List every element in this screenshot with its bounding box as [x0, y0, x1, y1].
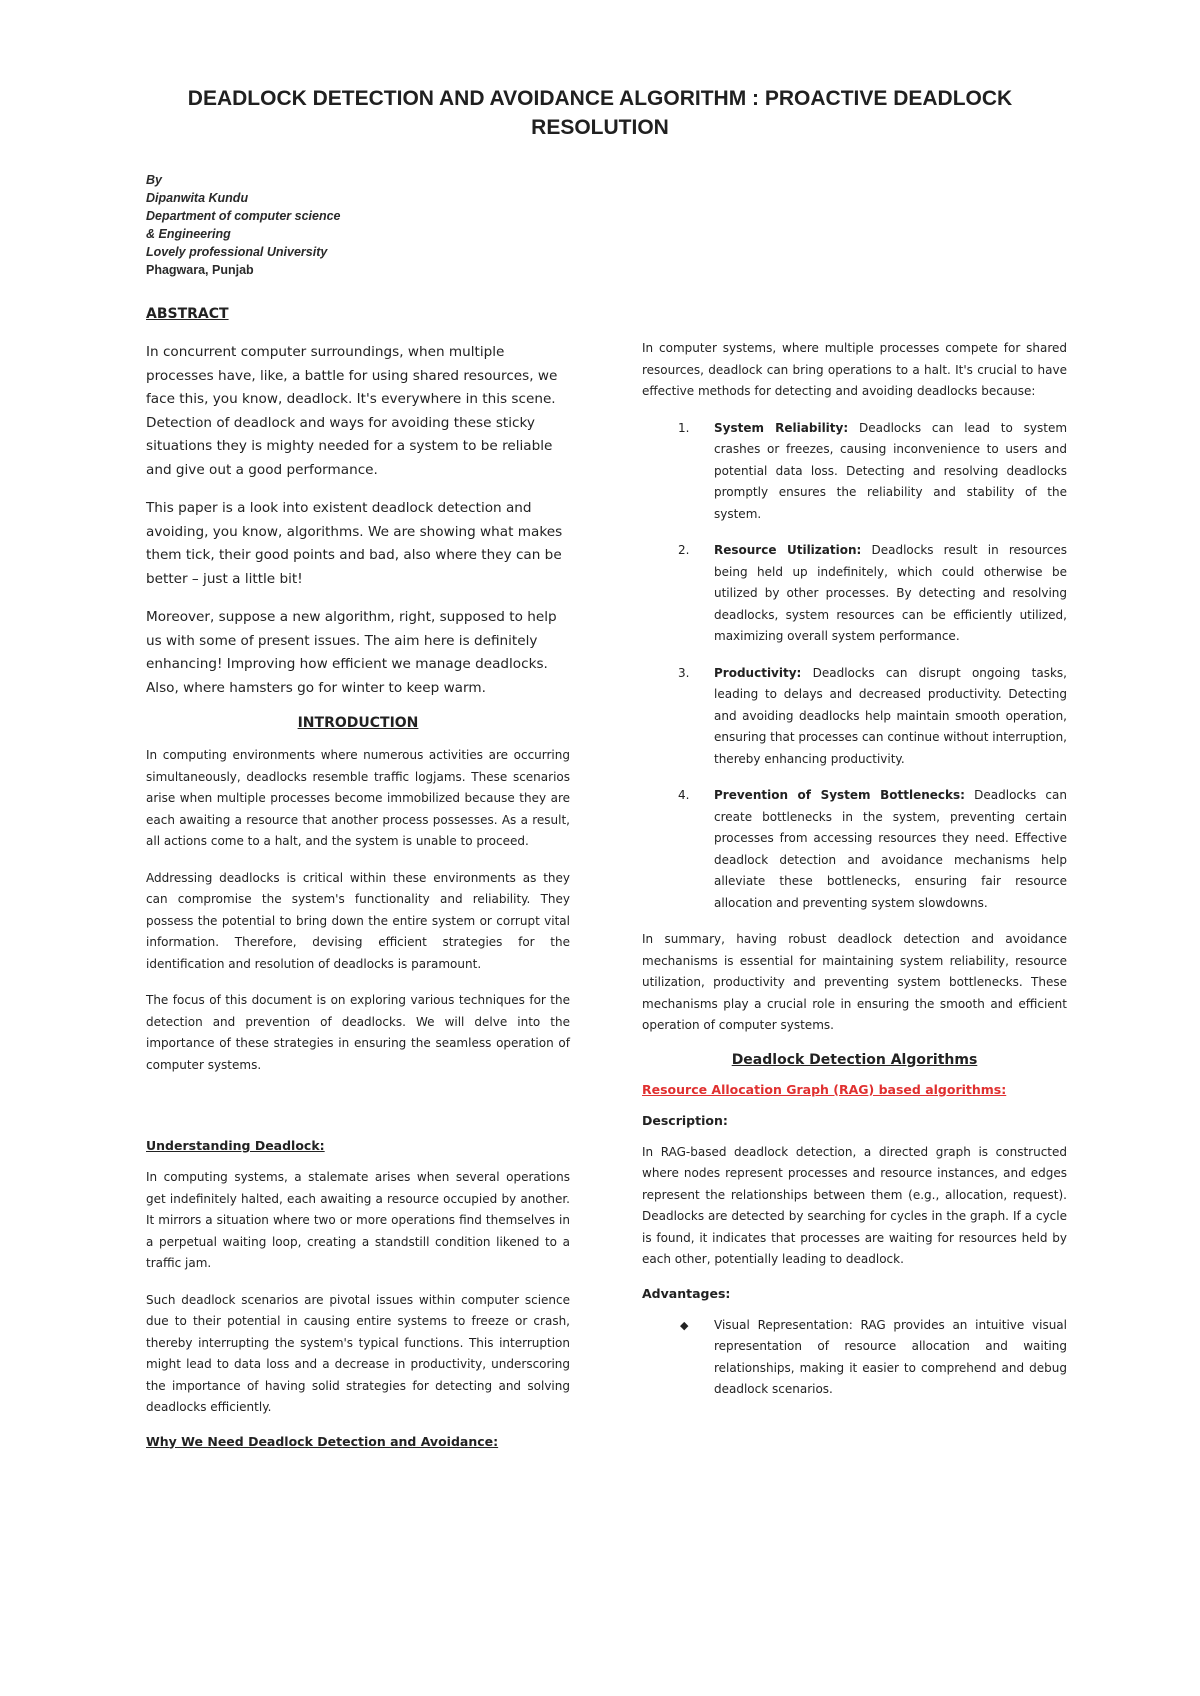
rag-heading: Resource Allocation Graph (RAG) based algorithms:	[642, 1081, 1007, 1097]
understanding-heading: Understanding Deadlock:	[146, 1138, 325, 1153]
list-item-number: 1.	[678, 420, 690, 435]
list-item-label: Resource Utilization:	[714, 543, 862, 557]
summary-paragraph: In summary, having robust deadlock detection and avoidance mechanisms is essential for maintaining system reliability, resource utilization, productivity and preventing system bottlenecks. These mechanisms play a crucial role in ensuring the smooth and efficient operation of computer systems.	[642, 932, 1067, 1032]
list-item-text: Deadlocks can disrupt ongoing tasks, leading to delays and decreased productivity. Detecting and avoiding deadlocks help maintain smooth operation, ensuring that processes can continue without interruption, thereby enhancing productivity.	[714, 665, 1067, 766]
bullet-icon: ◆	[680, 1318, 689, 1332]
list-item-label: Productivity:	[714, 665, 802, 680]
list-item	[642, 785, 1067, 914]
list-item	[642, 663, 1067, 771]
right-column	[642, 338, 1067, 1401]
list-item-text: Deadlocks result in resources being held up indefinitely, which could otherwise be utilized by other processes. By detecting and resolving deadlocks, system resources can be efficiently utilized, maximizing overall system performance.	[714, 543, 1067, 643]
section-spacer	[146, 1091, 570, 1138]
list-item-text: Visual Representation: RAG provides an intuitive visual representation of resource allocation and waiting relationships, making it easier to comprehend and debug deadlock scenarios.	[714, 1317, 1067, 1396]
paper-title: DEADLOCK DETECTION AND AVOIDANCE ALGORITHM : PROACTIVE DEADLOCK RESOLUTION	[187, 87, 1013, 139]
author-block	[146, 171, 566, 279]
advantages-label: Advantages:	[642, 1285, 731, 1301]
list-item-number: 2.	[678, 543, 690, 557]
advantages-list	[642, 1315, 1067, 1401]
list-item	[642, 1315, 1067, 1401]
list-item-label: Prevention of System Bottlenecks:	[714, 788, 965, 802]
list-item-label: System Reliability:	[714, 420, 849, 435]
list-item-number: 4.	[678, 788, 690, 802]
introduction-heading: INTRODUCTION	[297, 715, 419, 731]
author-department: Department of computer science	[146, 209, 341, 223]
abstract-paragraph-1: In concurrent computer surroundings, when multiple processes have, like, a battle for using shared resources, we face this, you know, deadlock. It's everywhere in this scene. Detection of deadlock and ways for avoiding these sticky situations they is mighty needed for a system to be reliable and give out a good performance.	[146, 344, 558, 478]
author-department-cont: & Engineering	[146, 227, 231, 241]
abstract-paragraph-3: Moreover, suppose a new algorithm, right, supposed to help us with some of present issues. The aim here is definitely enhancing! Improving how efficient we manage deadlocks. Also, where hamsters go for winter to keep warm.	[146, 609, 557, 696]
why-intro-paragraph: In computer systems, where multiple processes compete for shared resources, deadlock can bring operations to a halt. It's crucial to have effective methods for detecting and avoiding deadlocks because:	[642, 341, 1067, 398]
introduction-paragraph-3: The focus of this document is on exploring various techniques for the detection and prevention of deadlocks. We will delve into the importance of these strategies in ensuring the seamless operation of computer systems.	[146, 993, 570, 1072]
author-by: By	[146, 173, 162, 187]
description-paragraph: In RAG-based deadlock detection, a directed graph is constructed where nodes represent processes and resource instances, and edges represent the relationships between them (e.g., allocation, request). Deadlocks are detected by searching for cycles in the graph. If a cycle is found, it indicates that processes are waiting for resources held by each other, potentially leading to deadlock.	[642, 1144, 1067, 1266]
list-item-text: Deadlocks can lead to system crashes or freezes, causing inconvenience to users and potential data loss. Detecting and resolving deadlocks promptly ensures the reliability and stability of the system.	[714, 420, 1068, 521]
list-item	[642, 418, 1067, 526]
description-label: Description:	[642, 1112, 728, 1128]
detection-heading: Deadlock Detection Algorithms	[731, 1051, 978, 1068]
author-name: Dipanwita Kundu	[146, 191, 249, 205]
author-location: Phagwara, Punjab	[146, 263, 254, 277]
reasons-list	[642, 418, 1067, 915]
abstract-heading: ABSTRACT	[146, 306, 229, 322]
understanding-paragraph-1: In computing systems, a stalemate arises when several operations get indefinitely halted, each awaiting a resource occupied by another. It mirrors a situation where two or more operations find themselves in a perpetual waiting loop, creating a standstill condition likened to a traffic jam.	[146, 1170, 570, 1270]
author-university: Lovely professional University	[146, 245, 328, 259]
left-column	[146, 306, 570, 1463]
abstract-paragraph-2: This paper is a look into existent deadlock detection and avoiding, you know, algorithms. We are showing what makes them tick, their good points and bad, also where they can be better – just a little bit!	[146, 500, 563, 587]
introduction-paragraph-1: In computing environments where numerous activities are occurring simultaneously, deadlocks resemble traffic logjams. These scenarios arise when multiple processes become immobilized because they are each awaiting a resource that another process possesses. As a result, all actions come to a halt, and the system is unable to proceed.	[146, 748, 570, 848]
list-item-number: 3.	[678, 665, 690, 680]
understanding-paragraph-2: Such deadlock scenarios are pivotal issues within computer science due to their potential in causing entire systems to freeze or crash, thereby interrupting the system's typical functions. This interruption might lead to data loss and a decrease in productivity, underscoring the importance of having solid strategies for detecting and solving deadlocks efficiently.	[146, 1292, 570, 1414]
why-heading: Why We Need Deadlock Detection and Avoidance:	[146, 1433, 499, 1449]
introduction-paragraph-2: Addressing deadlocks is critical within these environments as they can compromise the system's functionality and reliability. They possess the potential to bring down the entire system or corrupt vital information. Therefore, devising efficient strategies for the identification and resolution of deadlocks is paramount.	[146, 870, 570, 971]
list-item	[642, 540, 1067, 648]
list-item-text: Deadlocks can create bottlenecks in the system, preventing certain processes from accessing resources they need. Effective deadlock detection and avoidance mechanisms help alleviate these bottlenecks, ensuring fair resource allocation and preventing system slowdowns.	[714, 788, 1067, 910]
